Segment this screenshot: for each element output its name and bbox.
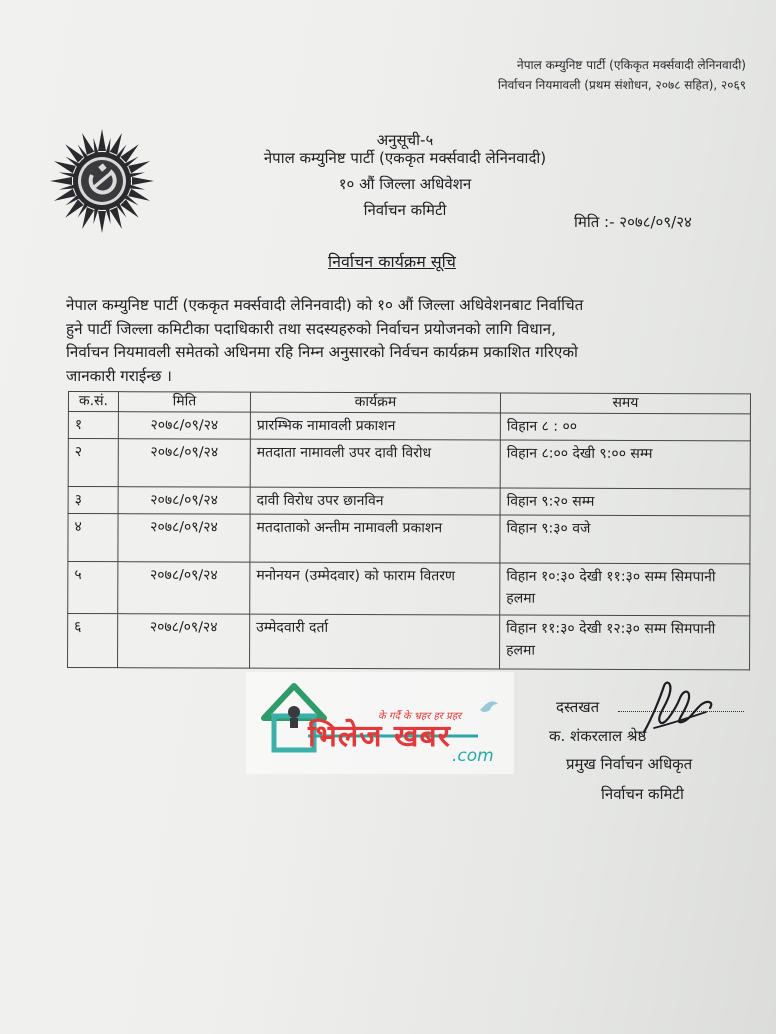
row-time: विहान ९:३० वजे — [500, 515, 750, 564]
news-site-watermark — [246, 672, 514, 774]
table-row — [68, 439, 750, 489]
column-header-sn: क.सं. — [68, 392, 118, 412]
row-time: विहान १०:३० देखी ११:३० सम्म सिमपानी हलमा — [500, 563, 750, 616]
signature-label: दस्तखत — [556, 698, 600, 716]
party-name-heading: नेपाल कम्युनिष्ट पार्टी (एककृत मर्क्सवादी लेनिनवादी) — [263, 149, 547, 167]
row-date: २०७८/०९/२४ — [118, 487, 250, 514]
watermark-domain: .com — [452, 746, 494, 766]
paragraph-line: नेपाल कम्युनिष्ट पार्टी (एककृत मर्क्सवादी लेनिनवादी) को १० औं जिल्ला अधिवेशनबाट निर्वाचित — [66, 296, 584, 314]
column-header-time: समय — [500, 393, 750, 414]
row-date: २०७८/०९/२४ — [118, 562, 250, 614]
row-time: विहान ८ : ०० — [500, 413, 750, 441]
convention-heading: १० औं जिल्ला अधिवेशन — [338, 175, 472, 193]
row-sn: ५ — [68, 562, 118, 614]
committee-heading: निर्वाचन कमिटी — [363, 201, 447, 219]
document-title: निर्वाचन कार्यक्रम सूचि — [328, 252, 456, 271]
table-row — [68, 562, 750, 616]
paragraph-line: हुने पार्टी जिल्ला कमिटीका पदाधिकारी तथा सदस्यहरुको निर्वाचन प्रयोजनको लागि विधान, — [66, 319, 556, 338]
column-header-program: कार्यक्रम — [250, 392, 500, 413]
paragraph-line: जानकारी गराईन्छ । — [66, 366, 172, 385]
row-date: २०७८/०९/२४ — [118, 614, 250, 668]
row-program: उम्मेदवारी दर्ता — [250, 614, 500, 669]
table-row — [68, 487, 750, 516]
top-note-line-2: निर्वाचन नियमावली (प्रथम संशोधन, २०७८ सहित), २०६९ — [497, 78, 746, 92]
row-time: विहान ९:२० सम्म — [500, 488, 750, 516]
row-sn: ६ — [68, 614, 118, 668]
row-program: मतदाता नामावली उपर दावी विरोध — [250, 439, 500, 488]
row-program: दावी विरोध उपर छानविन — [250, 487, 500, 515]
watermark-brand: भिलेज खबर — [308, 719, 451, 754]
table-row — [68, 412, 750, 441]
row-date: २०७८/०९/२४ — [118, 412, 250, 439]
document-date: मिति :- २०७८/०९/२४ — [574, 213, 692, 231]
paragraph-line: निर्वाचन नियमावली समेतको अधिनमा रहि निम्न अनुसारको निर्वचन कार्यक्रम प्रकाशित गरिएको — [66, 343, 578, 361]
top-note-line-1: नेपाल कम्युनिष्ट पार्टी (एकिकृत मर्क्सवादी लेनिनवादी) — [517, 58, 746, 72]
signatory-name: क. शंकरलाल श्रेष्ठ — [549, 727, 647, 745]
row-date: २०७८/०९/२४ — [118, 439, 250, 487]
row-sn: १ — [68, 412, 118, 439]
watermark-tagline: के गर्दै के भ्रहर हर प्रहर — [378, 711, 462, 722]
row-sn: ४ — [68, 514, 118, 562]
row-sn: ३ — [68, 487, 118, 514]
dove-icon — [480, 701, 498, 712]
schedule-heading: अनुसूची-५ — [376, 131, 434, 149]
row-program: प्रारम्भिक नामावली प्रकाशन — [250, 412, 500, 440]
row-time: विहान ८:०० देखी ९:०० सम्म — [500, 440, 750, 489]
row-time: विहान ११:३० देखी १२:३० सम्म सिमपानी हलमा — [500, 615, 750, 670]
row-program: मनोनयन (उम्मेदवार) को फाराम वितरण — [250, 562, 500, 615]
table-row — [68, 514, 750, 564]
signatory-committee: निर्वाचन कमिटी — [601, 785, 684, 803]
intro-paragraph — [66, 294, 756, 388]
schedule-table — [67, 391, 751, 670]
row-date: २०७८/०९/२४ — [118, 514, 250, 562]
row-program: मतदाताको अन्तीम नामावली प्रकाशन — [250, 514, 500, 563]
signatory-role: प्रमुख निर्वाचन अधिकृत — [566, 755, 693, 773]
row-sn: २ — [68, 439, 118, 487]
table-header-row — [68, 392, 750, 414]
column-header-date: मिति — [118, 392, 250, 412]
table-row — [68, 614, 750, 670]
